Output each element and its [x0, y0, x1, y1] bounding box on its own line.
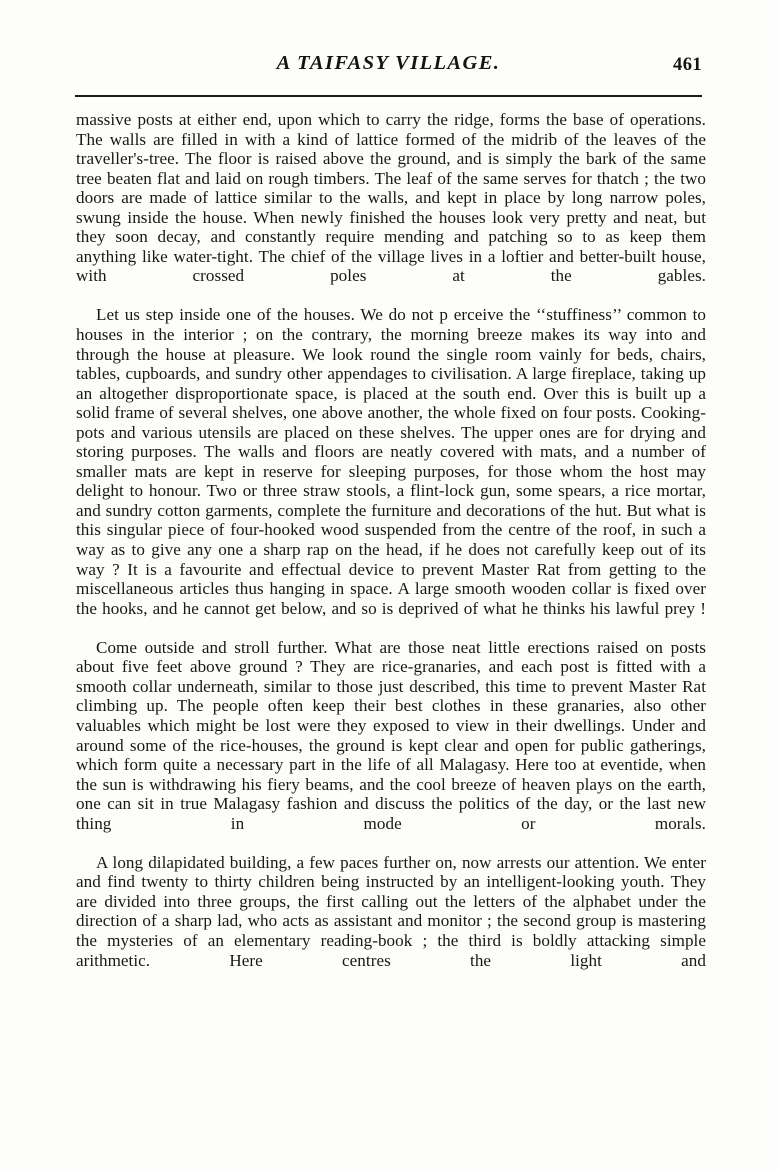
body-text: [76, 110, 706, 990]
paragraph: massive posts at either end, upon which to carry the ridge, forms the base of operations. The walls are filled in with a kind of lattice formed of the midrib of the leaves of the traveller's-tree. The floor is raised above the ground, and is simply the bark of the same tree beaten flat and laid on rough timbers. The leaf of the same serves for thatch ; the two doors are made of lattice similar to the walls, and kept in place by long narrow poles, swung inside the house. When newly finished the houses look very pretty and neat, but they soon decay, and constantly require mending and patching so to as keep them anything like water-tight. The chief of the village lives in a loftier and better-built house, with crossed poles at the gables.: [76, 110, 706, 286]
header-rule: [75, 95, 702, 97]
page-header: [75, 52, 702, 86]
paragraph: Let us step inside one of the houses. We do not p erceive the ‘‘stuffiness’’ common to houses in the interior ; on the contrary, the morning breeze makes its way into and through the house at pleasure. We look round the single room vainly for beds, chairs, tables, cupboards, and sundry other appendages to civilisation. A large fireplace, taking up an altogether disproportionate space, is placed at the south end. Over this is built up a solid frame of several shelves, one above another, the whole fixed on four posts. Cooking-pots and various utensils are placed on these shelves. The upper ones are for drying and storing purposes. The walls and floors are neatly covered with mats, and a number of smaller mats are kept in reserve for sleeping purposes, for those whom the host may delight to honour. Two or three straw stools, a flint-lock gun, some spears, a rice mortar, and sundry cotton garments, complete the furniture and decorations of the hut. But what is this singular piece of four-hooked wood suspended from the centre of the roof, in such a way as to give any one a sharp rap on the head, if he does not carefully keep out of its way ? It is a favourite and effectual device to prevent Master Rat from getting to the miscellaneous articles thus hanging in space. A large smooth wooden collar is fixed over the hooks, and he cannot get below, and so is deprived of what he thinks his lawful prey !: [76, 305, 706, 618]
paragraph: Come outside and stroll further. What are those neat little erections raised on posts about five feet above ground ? They are rice-granaries, and each post is fitted with a smooth collar underneath, similar to those just described, this time to prevent Master Rat climbing up. The people often keep their best clothes in these granaries, also other valuables which might be lost were they exposed to view in their dwellings. Under and around some of the rice-houses, the ground is kept clear and open for public gatherings, which form quite a necessary part in the life of all Malagasy. Here too at eventide, when the sun is withdrawing his fiery beams, and the cool breeze of heaven plays on the earth, one can sit in true Malagasy fashion and discuss the politics of the day, or the last new thing in mode or morals.: [76, 637, 706, 833]
paragraph: A long dilapidated building, a few paces further on, now arrests our attention. We enter and find twenty to thirty children being instructed by an intelligent-looking youth. They are divided into three groups, the first calling out the letters of the alphabet under the direction of a sharp lad, who acts as assistant and monitor ; the second group is mastering the mysteries of an elementary reading-book ; the third is boldly attacking simple arithmetic. Here centres the light and: [76, 852, 706, 970]
page-number: 461: [673, 55, 702, 75]
running-head-title: A TAIFASY VILLAGE.: [276, 52, 501, 74]
